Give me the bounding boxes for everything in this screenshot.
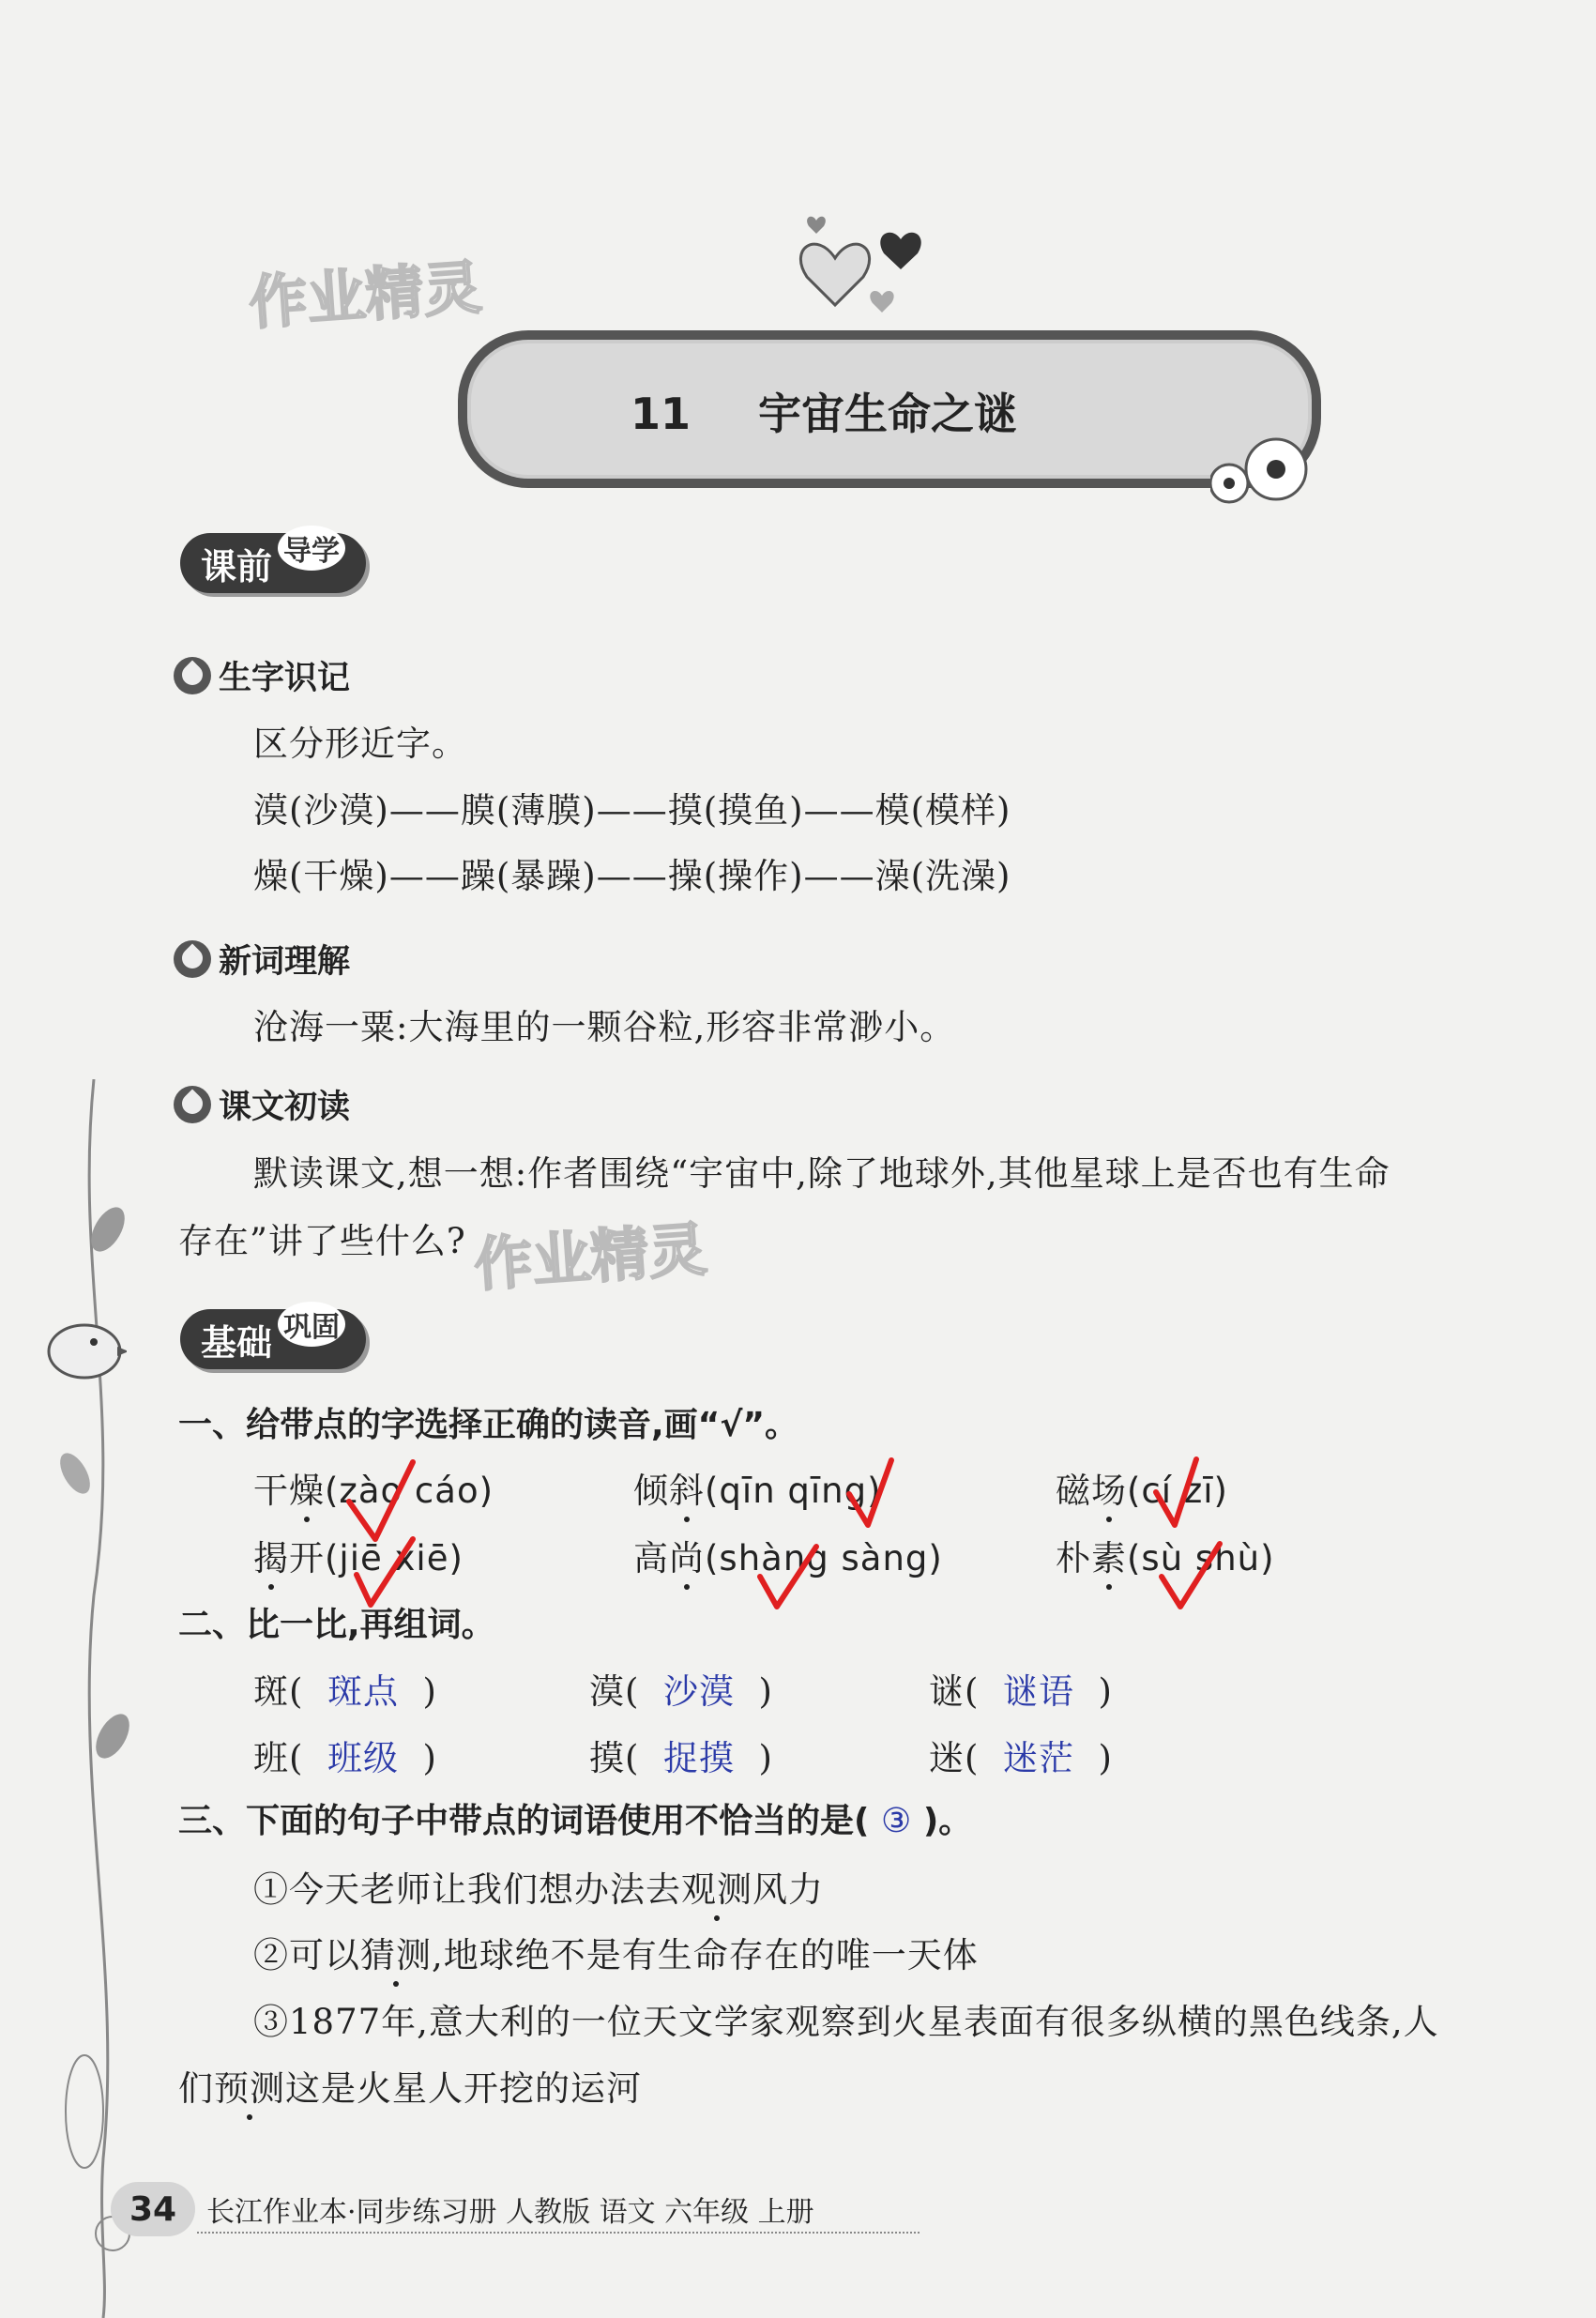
text-line: 存在”讲了些什么? xyxy=(178,1221,466,1261)
footer-rule xyxy=(197,2232,920,2234)
answer: 班级 xyxy=(327,1738,399,1778)
pinyin-item xyxy=(1056,1462,1228,1513)
pinyin-item xyxy=(633,1530,943,1580)
dotted-word: 观测 xyxy=(681,1869,752,1910)
badge-small: 巩固 xyxy=(278,1302,345,1347)
char: 干 xyxy=(253,1471,289,1511)
section-badge-pre xyxy=(180,533,366,593)
lesson-number: 11 xyxy=(631,389,692,439)
question-1: 一、给带点的字选择正确的读音,画“√”。 xyxy=(178,1406,799,1444)
answer: 沙漠 xyxy=(662,1671,735,1712)
pinyin-options: (sù shù) xyxy=(1127,1538,1275,1578)
pinyin-options: (shàng sàng) xyxy=(705,1538,943,1578)
badge-main: 基础 xyxy=(201,1321,273,1364)
text-line: 燥(干燥)——躁(暴躁)——操(操作)——澡(洗澡) xyxy=(253,856,1011,896)
text-line: 默读课文,想一想:作者围绕“宇宙中,除了地球外,其他星球上是否也有生命 xyxy=(253,1153,1391,1194)
pinyin-item xyxy=(1056,1530,1275,1580)
bird-icon xyxy=(42,1309,127,1384)
word-item: 摸( 捉摸 ) xyxy=(589,1738,773,1778)
answer: 谜语 xyxy=(1002,1671,1074,1712)
dotted-word: 预测 xyxy=(214,2068,285,2109)
answer: 捉摸 xyxy=(662,1738,735,1778)
section-heading xyxy=(174,1081,350,1128)
option-3-cont xyxy=(178,2060,642,2111)
word-item: 迷( 迷茫 ) xyxy=(929,1738,1113,1778)
lesson-title: 宇宙生命之谜 xyxy=(758,389,1018,439)
word-item: 斑( 斑点 ) xyxy=(253,1671,437,1712)
word-item: 班( 班级 ) xyxy=(253,1738,437,1778)
dotted-word: 猜测 xyxy=(360,1935,432,1975)
char: 磁 xyxy=(1056,1471,1091,1511)
heading-text: 课文初读 xyxy=(219,1089,351,1126)
option-3: ③1877年,意大利的一位天文学家观察到火星表面有很多纵横的黑色线条,人 xyxy=(253,2002,1439,2042)
hearts-decoration xyxy=(779,202,948,343)
option-text: ,地球绝不是有生命存在的唯一天体 xyxy=(432,1935,979,1975)
dotted-char: 场 xyxy=(1091,1471,1127,1511)
footer-text: 长江作业本·同步练习册 人教版 语文 六年级 上册 xyxy=(206,2196,814,2229)
char: 倾 xyxy=(633,1471,669,1511)
dotted-char: 素 xyxy=(1091,1538,1127,1578)
leaf-icon xyxy=(174,657,211,694)
question-3 xyxy=(178,1794,972,1842)
pinyin-options: (zào cáo) xyxy=(325,1471,494,1511)
char: 斑 xyxy=(253,1671,289,1712)
char: 高 xyxy=(633,1538,669,1578)
leaf-icon xyxy=(174,1086,211,1123)
section-heading xyxy=(174,652,350,699)
char: 漠 xyxy=(589,1671,625,1712)
badge-main: 课前 xyxy=(201,545,273,587)
page-number-badge xyxy=(111,2182,195,2236)
dotted-char: 尚 xyxy=(669,1538,705,1578)
vine-decoration xyxy=(19,1079,150,2318)
heading-text: 新词理解 xyxy=(219,943,351,981)
dotted-char: 揭 xyxy=(253,1538,289,1578)
dotted-char: 燥 xyxy=(289,1471,325,1511)
dotted-char: 斜 xyxy=(669,1471,705,1511)
option-text: ②可以 xyxy=(253,1935,360,1975)
char: 摸 xyxy=(589,1738,625,1778)
text-line: 区分形近字。 xyxy=(253,724,467,764)
text-line: 漠(沙漠)——膜(薄膜)——摸(摸鱼)——模(模样) xyxy=(253,790,1011,831)
option-2 xyxy=(253,1927,979,1977)
page-number: 34 xyxy=(129,2189,177,2229)
page-title xyxy=(631,380,1017,442)
char: 班 xyxy=(253,1738,289,1778)
heading-text: 生字识记 xyxy=(219,660,351,697)
option-1 xyxy=(253,1861,824,1912)
answer: ③ xyxy=(881,1802,912,1840)
section-badge-basic xyxy=(180,1309,366,1369)
answer: 斑点 xyxy=(327,1671,399,1712)
leaf-icon xyxy=(174,940,211,978)
pinyin-item xyxy=(253,1530,464,1580)
watermark: 作业精灵 xyxy=(472,1214,709,1300)
pinyin-options: (jiē xiē) xyxy=(325,1538,464,1578)
pinyin-options: (qīn qīng) xyxy=(705,1471,882,1511)
question-text: 三、下面的句子中带点的词语使用不恰当的是( xyxy=(178,1802,870,1840)
option-text: 风力 xyxy=(752,1869,824,1910)
pinyin-options: (cí zī) xyxy=(1127,1471,1228,1511)
char: 迷 xyxy=(929,1738,965,1778)
word-item: 谜( 谜语 ) xyxy=(929,1671,1113,1712)
char: 开 xyxy=(289,1538,325,1578)
option-text: ①今天老师让我们想办法去 xyxy=(253,1869,681,1910)
char: 朴 xyxy=(1056,1538,1091,1578)
option-text: 们 xyxy=(178,2068,214,2109)
option-text: 这是火星人开挖的运河 xyxy=(285,2068,642,2109)
pinyin-item xyxy=(253,1462,494,1513)
word-item: 漠( 沙漠 ) xyxy=(589,1671,773,1712)
question-2: 二、比一比,再组词。 xyxy=(178,1606,495,1644)
text-line: 沧海一粟:大海里的一颗谷粒,形容非常渺小。 xyxy=(253,1007,956,1047)
watermark: 作业精灵 xyxy=(247,252,484,338)
answer: 迷茫 xyxy=(1002,1738,1074,1778)
section-heading xyxy=(174,936,350,983)
pinyin-item xyxy=(633,1462,882,1513)
question-text: )。 xyxy=(922,1802,973,1840)
flower-icon xyxy=(1210,427,1323,511)
badge-small: 导学 xyxy=(278,526,345,571)
char: 谜 xyxy=(929,1671,965,1712)
